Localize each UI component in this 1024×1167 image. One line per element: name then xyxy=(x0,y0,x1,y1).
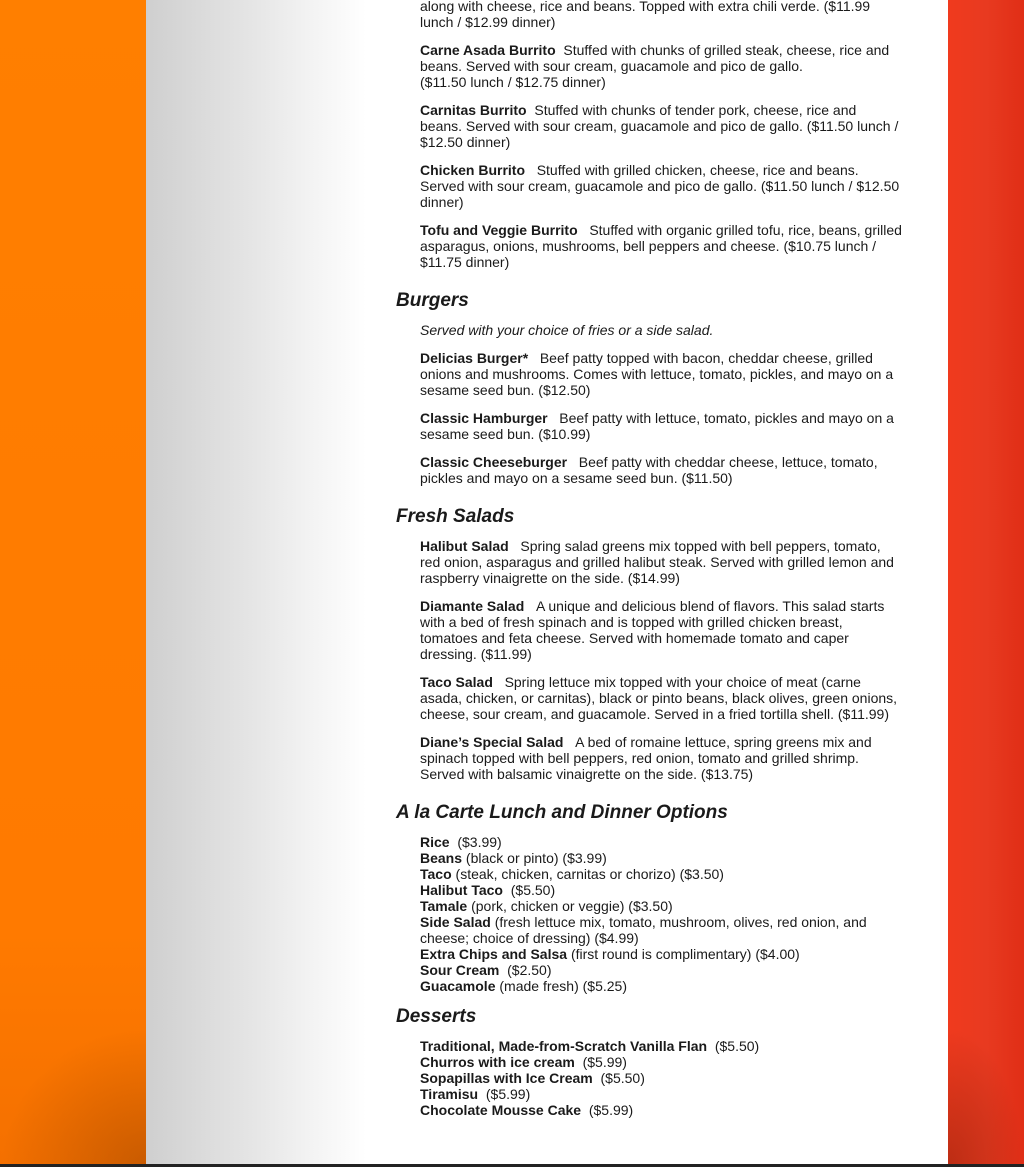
item-name: Taco Salad xyxy=(420,674,493,690)
item-name: Churros with ice cream xyxy=(420,1054,575,1070)
menu-item-classic-hamburger xyxy=(420,410,902,442)
menu-item-burrito-verde xyxy=(420,0,902,30)
item-desc: Beef patty with lettuce, tomato, pickles and mayo on a sesame seed bun. ($10.99) xyxy=(420,410,894,442)
list-item xyxy=(420,1038,902,1054)
menu-item-taco-salad xyxy=(420,674,902,722)
menu-item-carnitas-burrito xyxy=(420,102,902,150)
item-desc: Stuffed with grilled chicken, cheese, rice and beans. Served with sour cream, guacamole and pico de gallo. ($11.50 lunch / $12.50 dinner) xyxy=(420,162,900,210)
item-desc: Spring salad greens mix topped with bell peppers, tomato, red onion, asparagus and grilled halibut steak. Served with grilled lemon and raspberry vinaigrette on the side. ($14.99) xyxy=(420,538,894,586)
item-detail: (steak, chicken, carnitas or chorizo) ($3.50) xyxy=(455,866,724,882)
menu-item-halibut-salad xyxy=(420,538,902,586)
list-item xyxy=(420,978,902,994)
item-name: Tiramisu xyxy=(420,1086,479,1102)
item-name: Diane’s Special Salad xyxy=(420,734,564,750)
list-item xyxy=(420,866,902,882)
item-desc: A bed of romaine lettuce, spring greens mix and spinach topped with bell peppers, red onion, tomato and grilled shrimp. Served with balsamic vinaigrette on the side. ($13.75) xyxy=(420,734,872,782)
list-item xyxy=(420,834,902,850)
item-desc: Beef patty topped with bacon, cheddar cheese, grilled onions and mushrooms. Comes with lettuce, tomato, pickles, and mayo on a sesame seed bun. ($12.50) xyxy=(420,350,894,398)
item-detail: (black or pinto) ($3.99) xyxy=(465,850,607,866)
item-name: Sour Cream xyxy=(420,962,500,978)
item-name: Side Salad xyxy=(420,914,491,930)
list-item xyxy=(420,882,902,898)
item-name: Sopapillas with Ice Cream xyxy=(420,1070,593,1086)
item-detail: (made fresh) ($5.25) xyxy=(499,978,627,994)
menu-item-classic-cheeseburger xyxy=(420,454,902,486)
item-name: Chocolate Mousse Cake xyxy=(420,1102,582,1118)
menu-item-diamante-salad xyxy=(420,598,902,662)
item-detail: ($5.50) xyxy=(510,882,556,898)
item-name: Classic Cheeseburger xyxy=(420,454,568,470)
left-orange-band xyxy=(0,0,146,1167)
item-name: Beans xyxy=(420,850,463,866)
item-name: Delicias Burger* xyxy=(420,350,529,366)
item-detail: ($5.50) xyxy=(600,1070,645,1086)
item-detail: ($5.99) xyxy=(485,1086,531,1102)
item-name: Halibut Taco xyxy=(420,882,503,898)
menu-content xyxy=(396,0,902,1124)
list-item xyxy=(420,1054,902,1070)
menu-item-dianes-special-salad xyxy=(420,734,902,782)
menu-item-carne-asada-burrito xyxy=(420,42,902,90)
list-item xyxy=(420,962,902,978)
item-name: Rice xyxy=(420,834,450,850)
item-detail: ($2.50) xyxy=(507,962,552,978)
item-name: Diamante Salad xyxy=(420,598,525,614)
item-detail: (pork, chicken or veggie) ($3.50) xyxy=(471,898,673,914)
menu-item-chicken-burrito xyxy=(420,162,902,210)
section-note: Served with your choice of fries or a side salad. xyxy=(420,322,714,338)
item-name: Taco xyxy=(420,866,452,882)
list-item xyxy=(420,898,902,914)
item-detail: (first round is complimentary) ($4.00) xyxy=(570,946,800,962)
item-desc: Beef patty with cheddar cheese, lettuce, tomato, pickles and mayo on a sesame seed bun. ($11.50) xyxy=(420,454,878,486)
item-name: Chicken Burrito xyxy=(420,162,526,178)
item-desc: Stuffed with chunks of grilled steak, cheese, rice and beans. Served with sour cream, guacamole and pico de gallo. xyxy=(420,42,890,74)
list-item xyxy=(420,1086,902,1102)
item-name: Carne Asada Burrito xyxy=(420,42,556,58)
item-detail: ($3.99) xyxy=(457,834,502,850)
item-desc: along with cheese, rice and beans. Topped with extra chili verde. ($11.99 lunch / $12.99 dinner) xyxy=(420,0,871,30)
list-item xyxy=(420,1070,902,1086)
list-item xyxy=(420,914,902,946)
list-item xyxy=(420,850,902,866)
item-desc: A unique and delicious blend of flavors. This salad starts with a bed of fresh spinach and is topped with grilled chicken breast, tomatoes and feta cheese. Served with homemade tomato and caper dressing. ($11.99) xyxy=(420,598,885,662)
item-desc: Spring lettuce mix topped with your choice of meat (carne asada, chicken, or carnitas), black or pinto beans, black olives, green onions, cheese, sour cream, and guacamole. Served in a fried tortilla shell. ($11.99) xyxy=(420,674,898,722)
item-desc: Stuffed with chunks of tender pork, cheese, rice and beans. Served with sour cream, guacamole and pico de gallo. ($11.50 lunch / $12.50 dinner) xyxy=(420,102,899,150)
item-name: Tofu and Veggie Burrito xyxy=(420,222,578,238)
right-red-band xyxy=(948,0,1024,1167)
list-item xyxy=(420,946,902,962)
section-title-salads: Fresh Salads xyxy=(396,506,515,527)
item-desc: Stuffed with organic grilled tofu, rice, beans, grilled asparagus, onions, mushrooms, bell peppers and cheese. ($10.75 lunch / $11.75 dinner) xyxy=(420,222,902,270)
item-name: Tamale xyxy=(420,898,468,914)
item-name: Classic Hamburger xyxy=(420,410,548,426)
item-name: Halibut Salad xyxy=(420,538,509,554)
section-title-alacarte: A la Carte Lunch and Dinner Options xyxy=(396,802,728,823)
section-title-burgers: Burgers xyxy=(396,290,469,311)
alacarte-list xyxy=(420,834,902,994)
item-detail: ($5.99) xyxy=(582,1054,627,1070)
item-name: Extra Chips and Salsa xyxy=(420,946,568,962)
item-name: Guacamole xyxy=(420,978,496,994)
item-name: Carnitas Burrito xyxy=(420,102,527,118)
item-price: ($11.50 lunch / $12.75 dinner) xyxy=(420,74,606,90)
item-detail: ($5.50) xyxy=(714,1038,760,1054)
section-title-desserts: Desserts xyxy=(396,1006,477,1027)
item-detail: (fresh lettuce mix, tomato, mushroom, olives, red onion, and cheese; choice of dressing) ($4.99) xyxy=(420,914,867,946)
menu-item-tofu-veggie-burrito xyxy=(420,222,902,270)
list-item xyxy=(420,1102,902,1118)
desserts-list xyxy=(420,1038,902,1118)
item-name: Traditional, Made-from-Scratch Vanilla Flan xyxy=(420,1038,708,1054)
menu-item-delicias-burger xyxy=(420,350,902,398)
item-detail: ($5.99) xyxy=(588,1102,634,1118)
